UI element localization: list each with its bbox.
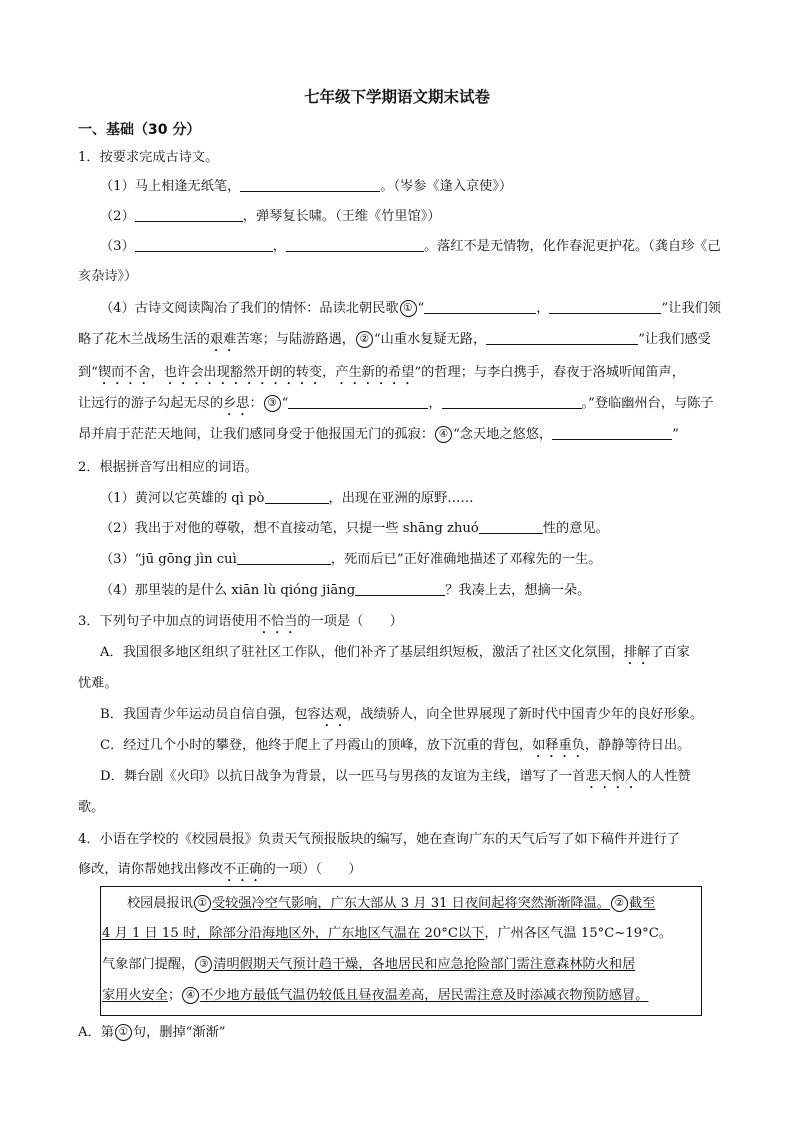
answer-blank[interactable]: [288, 395, 428, 409]
q3-stem: 3．下列句子中加点的词语使用不恰当的一项是（ ）: [78, 614, 403, 629]
answer-blank[interactable]: [549, 300, 661, 314]
draft-line4: 家用火安全； ④ 不少地方最低气温仍较低且昼夜温差高，居民需注意及时添减衣物预防感冒。: [102, 988, 649, 1003]
circled-number: ④: [435, 426, 452, 443]
q4-stem-line1: 4．小语在学校的《校园晨报》负责天气预报版块的编写，她在查询广东的天气后写了如下稿件并进行了: [78, 832, 680, 847]
answer-blank[interactable]: [265, 490, 329, 504]
q2-item4: （4）那里装的是什么 xiān lù qióng jiāng ？我凑上去，想摘一朵。: [100, 583, 591, 598]
q1-item4-line3: 到“锲而不舍，也许会出现豁然开朗的转变，产生新的希望”的哲理；与李白携手，春夜于洛城听闻笛声，: [78, 365, 685, 380]
answer-blank[interactable]: [135, 238, 273, 252]
q3-option-c[interactable]: C．经过几个小时的攀登，他终于爬上了丹霞山的顶峰，放下沉重的背包，如释重负，静静等待日出。: [100, 738, 691, 753]
circled-number: ①: [115, 1024, 132, 1041]
page-title: 七年级下学期语文期末试卷: [303, 88, 490, 106]
section-heading-basics: 一、基础（30 分）: [78, 122, 201, 138]
q3-option-a-cont: 忧难。: [78, 676, 118, 691]
answer-blank[interactable]: [240, 178, 380, 192]
q1-item1: （1）马上相逢无纸笔， 。（岑参《逢入京使》）: [100, 179, 513, 194]
q1-item4-line4: 让远行的游子勾起无尽的乡思： ③ “ ， 。”登临幽州台，与陈子: [78, 396, 714, 411]
q3-option-a[interactable]: A．我国很多地区组织了驻社区工作队，他们补齐了基层组织短板，激活了社区文化氛围，排解了百家: [100, 645, 690, 660]
q3-option-b[interactable]: B．我国青少年运动员自信自强，包容达观，战绩骄人，向全世界展现了新时代中国青少年的良好形象。: [100, 707, 704, 722]
answer-blank[interactable]: [286, 238, 424, 252]
answer-blank[interactable]: [135, 208, 243, 222]
q2-stem: 2．根据拼音写出相应的词语。: [78, 460, 258, 475]
answer-blank[interactable]: [355, 582, 445, 596]
circled-number: ①: [400, 300, 417, 317]
answer-blank[interactable]: [552, 426, 672, 440]
q1-stem: 1．按要求完成古诗文。: [78, 150, 219, 165]
answer-blank[interactable]: [442, 395, 582, 409]
q1-item4-line5: 昂并肩于茫茫天地间，让我们感同身受于他报国无门的孤寂： ④ “念天地之悠悠， ”: [78, 427, 679, 442]
answer-blank[interactable]: [479, 520, 543, 534]
q1-item4-line2: 略了花木兰战场生活的艰难苦寒；与陆游路遇， ② “山重水复疑无路， ”让我们感受: [78, 332, 711, 347]
circled-number: ①: [194, 895, 211, 912]
circled-number: ③: [195, 956, 212, 973]
q3-option-d[interactable]: D．舞台剧《火印》以抗日战争为背景，以一匹马与男孩的友谊为主线，谱写了一首悲天悯人的人性赞: [100, 769, 691, 784]
answer-blank[interactable]: [237, 551, 331, 565]
q2-item3: （3）“jū gōng jìn cuì ，死而后已”正好准确地描述了邓稼先的一生。: [100, 552, 602, 567]
q1-item2: （2） ，弹琴复长啸。（王维《竹里馆》）: [100, 209, 441, 224]
circled-number: ③: [264, 395, 281, 412]
q4-option-a[interactable]: A．第 ① 句，删掉“渐渐”: [78, 1025, 226, 1040]
answer-blank[interactable]: [486, 331, 638, 345]
q3-option-d-cont: 歌。: [78, 800, 105, 815]
q1-item3: （3） ， 。落红不是无情物，化作春泥更护花。（龚自珍《己: [100, 239, 721, 254]
circled-number: ④: [182, 987, 199, 1004]
answer-blank[interactable]: [424, 300, 536, 314]
circled-number: ②: [356, 331, 373, 348]
draft-line2: 4 月 1 日 15 时，除部分沿海地区外，广东地区气温在 20°C以下，广州各区气温 15°C~19°C。: [102, 926, 672, 941]
draft-line1: 校园晨报讯 ① 受较强冷空气影响，广东大部从 3 月 31 日夜间起将突然渐渐降温。 ② 截至: [127, 896, 656, 911]
q1-item4-line1: （4）古诗文阅读陶冶了我们的情怀：品读北朝民歌 ① “ ， ”让我们领: [100, 301, 721, 316]
draft-line3: 气象部门提醒， ③ 清明假期天气预计趋干燥，各地居民和应急抢险部门需注意森林防火和居: [102, 957, 636, 972]
circled-number: ②: [611, 895, 628, 912]
q1-item3-cont: 亥杂诗》）: [78, 269, 138, 284]
q2-item2: （2）我出于对他的尊敬，想不直接动笔，只提一些 shāng zhuó 性的意见。: [100, 521, 609, 536]
q4-stem-line2: 修改，请你帮她找出修改不正确的一项）（ ）: [78, 862, 362, 877]
q2-item1: （1）黄河以它英雄的 qì pò ，出现在亚洲的原野……: [100, 491, 474, 506]
